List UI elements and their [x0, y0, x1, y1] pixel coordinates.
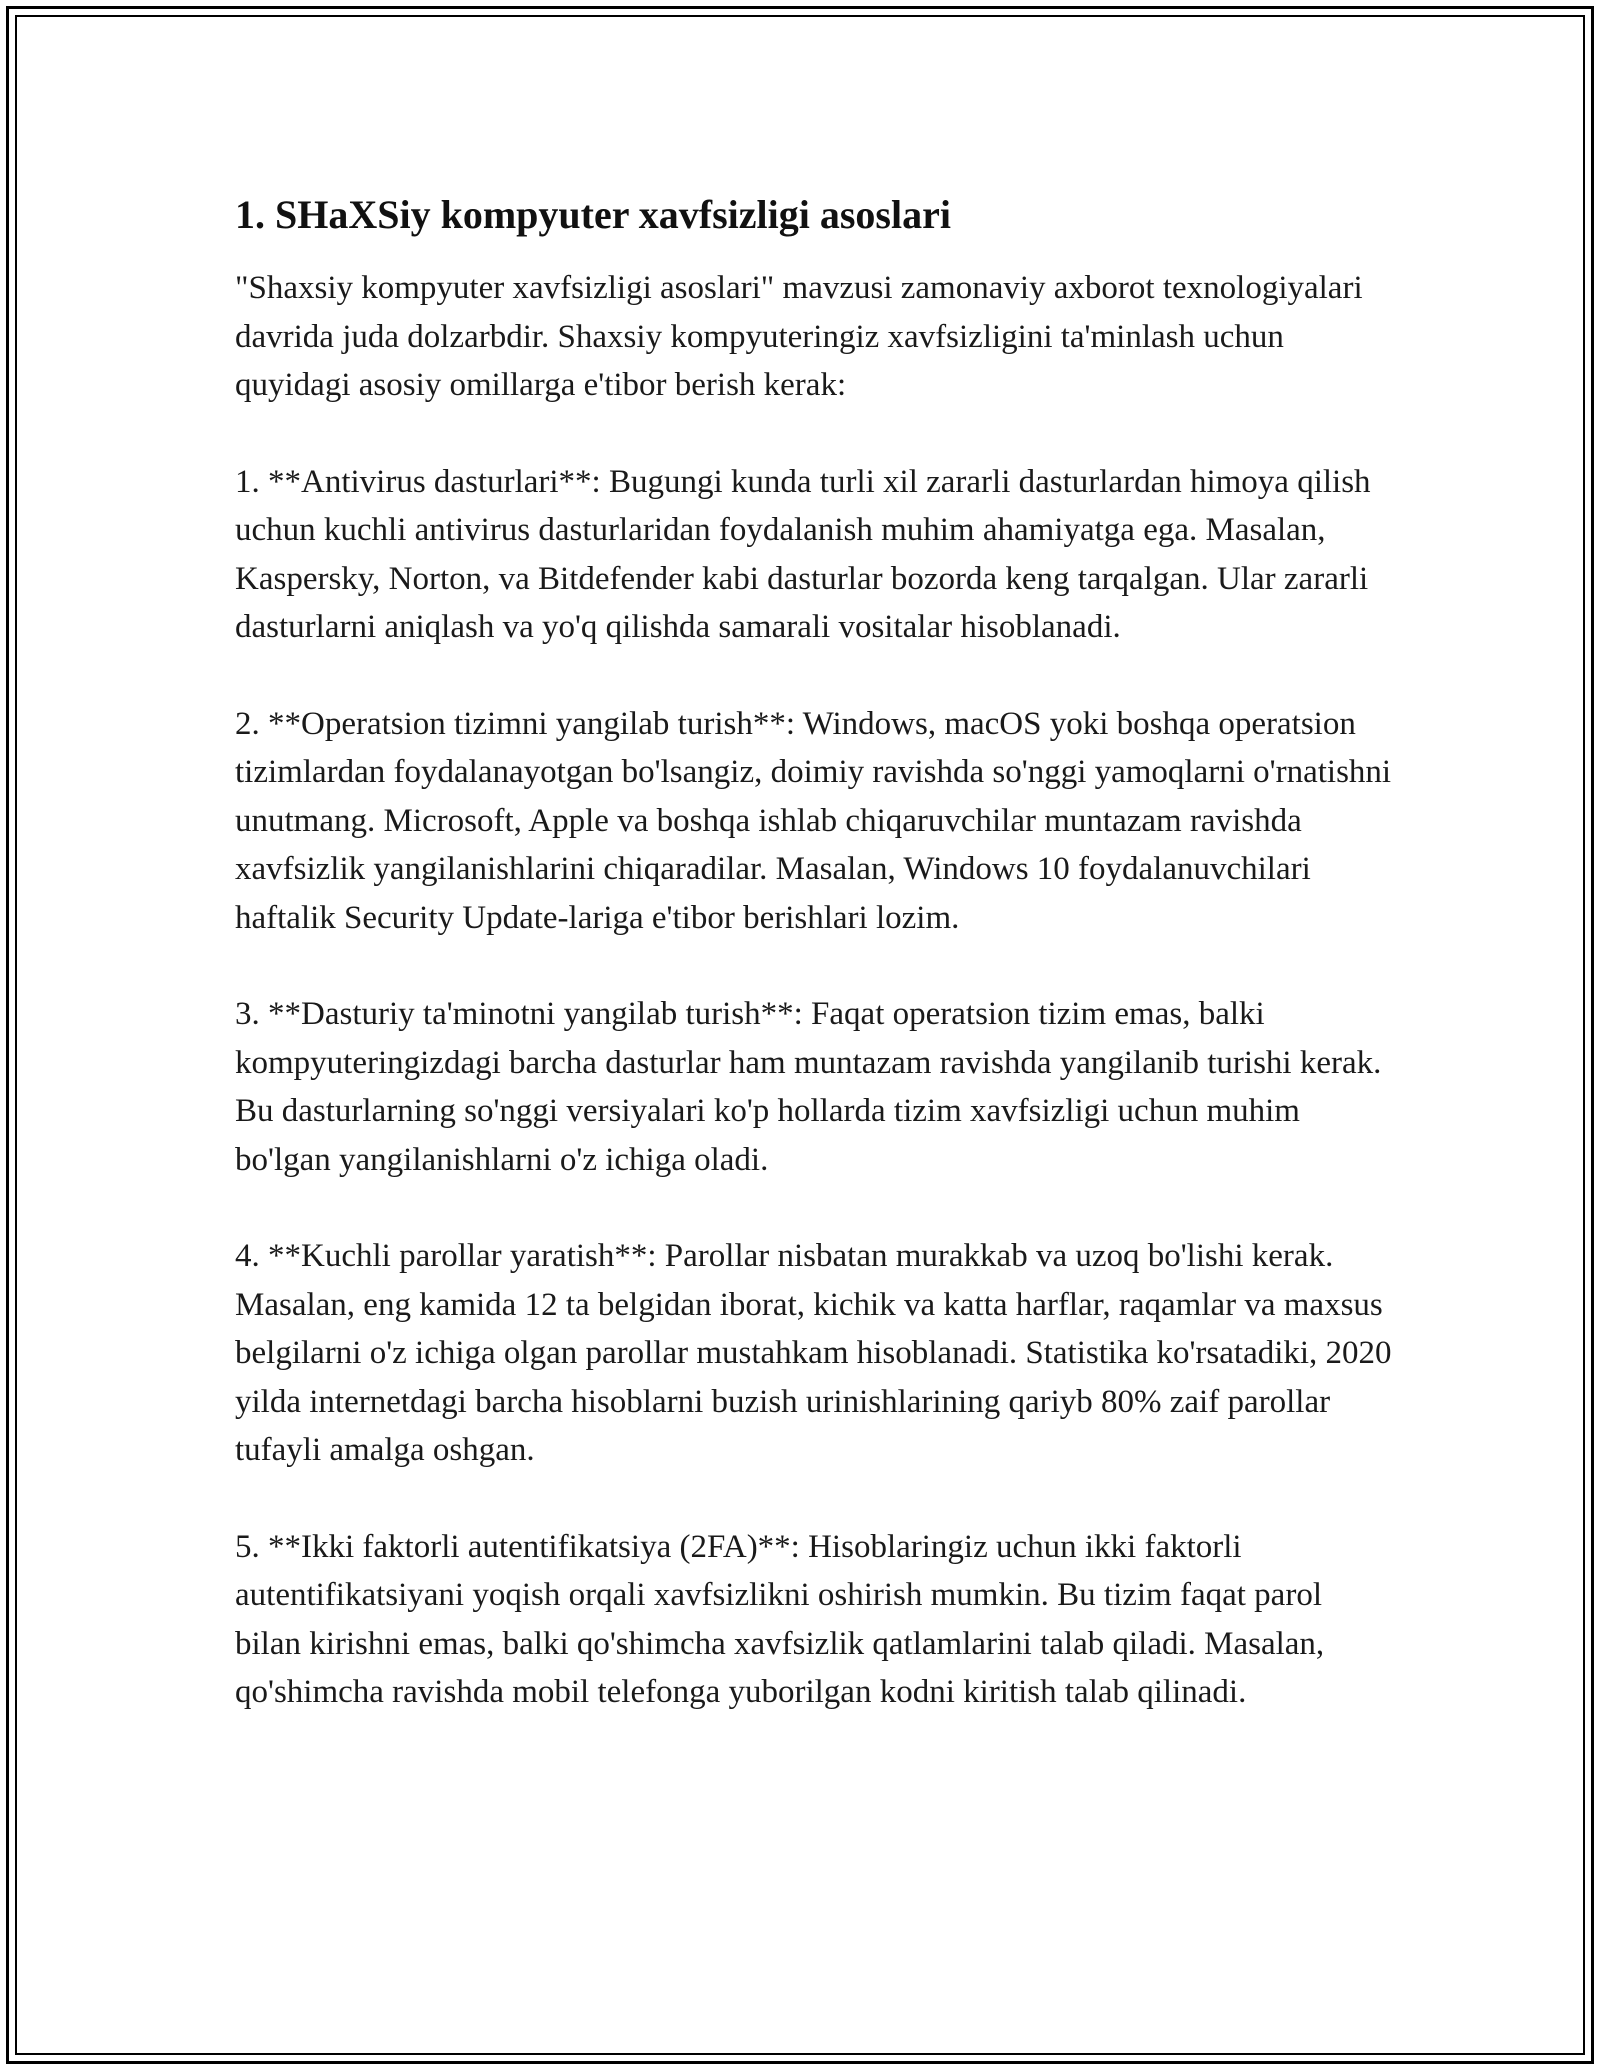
- list-item-strong-passwords: 4. **Kuchli parollar yaratish**: Parollar nisbatan murakkab va uzoq bo'lishi kerak. Masalan, eng kamida 12 ta belgidan iborat, kichik va katta harflar, raqamlar va maxsus belgilarni o'z ichiga olgan parollar mustahkam hisoblanadi. Statistika ko'rsatadiki, 2020 yilda internetdagi barcha hisoblarni buzish urinishlarining qariyb 80% zaif parollar tufayli amalga oshgan.: [235, 1238, 1392, 1468]
- list-item-os-updates: 2. **Operatsion tizimni yangilab turish**: Windows, macOS yoki boshqa operatsion tizimlardan foydalanayotgan bo'lsangiz, doimiy ravishda so'nggi yamoqlarni o'rnatishni unutmang. Microsoft, Apple va boshqa ishlab chiqaruvchilar muntazam ravishda xavfsizlik yangilanishlarini chiqaradilar. Masalan, Windows 10 foydalanuvchilari haftalik Security Update-lariga e'tibor berishlari lozim.: [235, 705, 1392, 936]
- list-item-software-updates: 3. **Dasturiy ta'minotni yangilab turish**: Faqat operatsion tizim emas, balki kompyuteringizdagi barcha dasturlar ham muntazam ravishda yangilanib turishi kerak. Bu dasturlarning so'nggi versiyalari ko'p hollarda tizim xavfsizligi uchun muhim bo'lgan yangilanishlarni o'z ichiga oladi.: [235, 996, 1382, 1178]
- list-item-2fa: 5. **Ikki faktorli autentifikatsiya (2FA)**: Hisoblaringiz uchun ikki faktorli autentifikatsiyani yoqish orqali xavfsizlikni oshirish mumkin. Bu tizim faqat parol bilan kirishni emas, balki qo'shimcha xavfsizlik qatlamlarini talab qiladi. Masalan, qo'shimcha ravishda mobil telefonga yuborilgan kodni kiritish talab qilinadi.: [235, 1528, 1325, 1710]
- document-title: 1. SHaXSiy kompyuter xavfsizligi asoslari: [235, 192, 951, 237]
- document-body: [235, 188, 1395, 1765]
- intro-paragraph: "Shaxsiy kompyuter xavfsizligi asoslari" mavzusi zamonaviy axborot texnologiyalari davrida juda dolzarbdir. Shaxsiy kompyuteringiz xavfsizligini ta'minlash uchun quyidagi asosiy omillarga e'tibor berish kerak:: [235, 270, 1363, 403]
- list-item-antivirus: 1. **Antivirus dasturlari**: Bugungi kunda turli xil zararli dasturlardan himoya qilish uchun kuchli antivirus dasturlaridan foydalanish muhim ahamiyatga ega. Masalan, Kaspersky, Norton, va Bitdefender kabi dasturlar bozorda keng tarqalgan. Ular zararli dasturlarni aniqlash va yo'q qilishda samarali vositalar hisoblanadi.: [235, 463, 1371, 645]
